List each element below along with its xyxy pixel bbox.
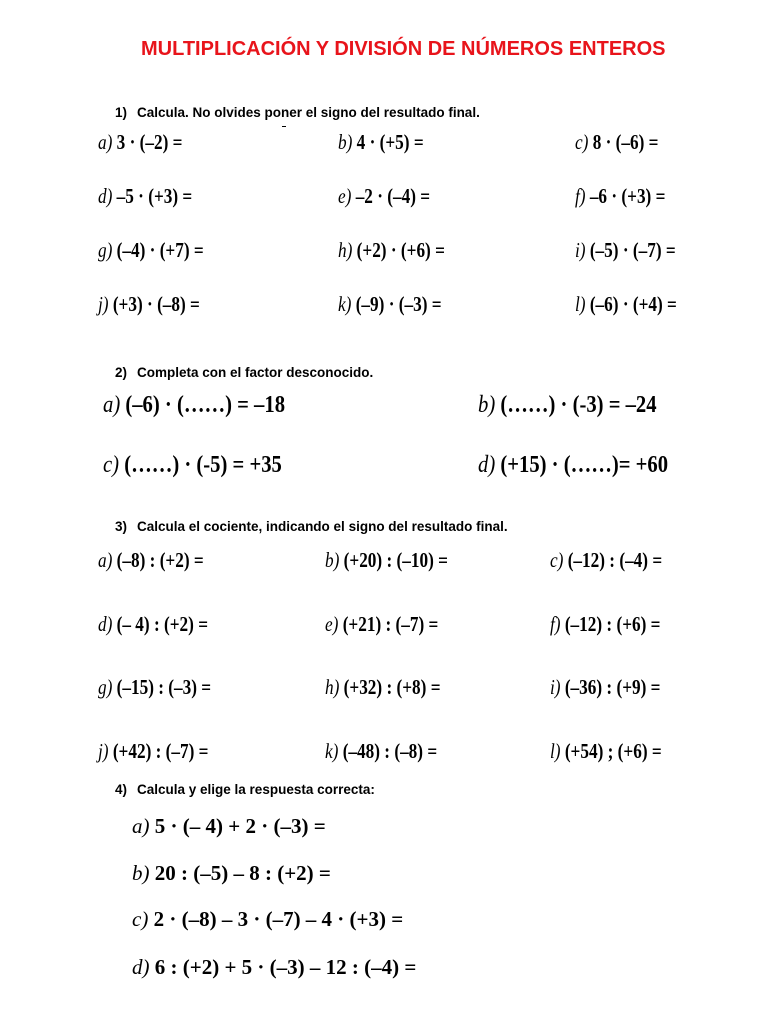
exercise-1h: h) (+2) · (+6) =	[338, 238, 445, 262]
exercise-2b: b) (……) · (-3) = –24	[478, 392, 657, 418]
exercise-2a: a) (–6) · (……) = –18	[103, 392, 286, 418]
page-title: MULTIPLICACIÓN Y DIVISIÓN DE NÚMEROS ENTEROS	[141, 38, 666, 60]
section-number: 1)	[115, 105, 128, 120]
exercise-1a: a) 3 · (–2) =	[98, 130, 183, 154]
section-instruction: Completa con el factor desconocido.	[137, 365, 374, 380]
exercise-3d: d) (– 4) : (+2) =	[98, 612, 209, 636]
section-number: 4)	[115, 782, 128, 797]
exercise-3b: b) (+20) : (–10) =	[325, 548, 448, 572]
section-number: 3)	[115, 519, 128, 534]
exercise-1d: d) –5 · (+3) =	[98, 184, 193, 208]
exercise-4b: b) 20 : (–5) – 8 : (+2) =	[132, 861, 331, 885]
section-number: 2)	[115, 365, 128, 380]
section-1-heading	[115, 105, 480, 120]
exercise-3e: e) (+21) : (–7) =	[325, 612, 439, 636]
exercise-2c: c) (……) · (-5) = +35	[103, 452, 282, 478]
exercise-4a: a) 5 · (– 4) + 2 · (–3) =	[132, 814, 326, 838]
exercise-1c: c) 8 · (–6) =	[575, 130, 659, 154]
exercise-1j: j) (+3) · (–8) =	[98, 292, 200, 316]
exercise-3h: h) (+32) : (+8) =	[325, 675, 441, 699]
section-3-heading	[115, 519, 508, 534]
exercise-1l: l) (–6) · (+4) =	[575, 292, 677, 316]
exercise-3l: l) (+54) ; (+6) =	[550, 739, 662, 763]
exercise-3c: c) (–12) : (–4) =	[550, 548, 663, 572]
section-instruction: Calcula el cociente, indicando el signo del resultado final.	[137, 519, 508, 534]
exercise-3f: f) (–12) : (+6) =	[550, 612, 661, 636]
stray-mark	[282, 126, 286, 127]
exercise-3k: k) (–48) : (–8) =	[325, 739, 438, 763]
exercise-3g: g) (–15) : (–3) =	[98, 675, 212, 699]
exercise-1k: k) (–9) · (–3) =	[338, 292, 442, 316]
exercise-1e: e) –2 · (–4) =	[338, 184, 431, 208]
exercise-1i: i) (–5) · (–7) =	[575, 238, 676, 262]
section-instruction: Calcula. No olvides poner el signo del resultado final.	[137, 105, 480, 120]
exercise-4c: c) 2 · (–8) – 3 · (–7) – 4 · (+3) =	[132, 907, 404, 931]
exercise-1b: b) 4 · (+5) =	[338, 130, 424, 154]
exercise-3a: a) (–8) : (+2) =	[98, 548, 204, 572]
exercise-2d: d) (+15) · (……)= +60	[478, 452, 669, 478]
exercise-3j: j) (+42) : (–7) =	[98, 739, 209, 763]
exercise-1g: g) (–4) · (+7) =	[98, 238, 204, 262]
section-instruction: Calcula y elige la respuesta correcta:	[137, 782, 375, 797]
exercise-1f: f) –6 · (+3) =	[575, 184, 666, 208]
section-4-heading	[115, 782, 375, 797]
exercise-4d: d) 6 : (+2) + 5 · (–3) – 12 : (–4) =	[132, 955, 417, 979]
exercise-3i: i) (–36) : (+9) =	[550, 675, 661, 699]
section-2-heading	[115, 365, 373, 380]
